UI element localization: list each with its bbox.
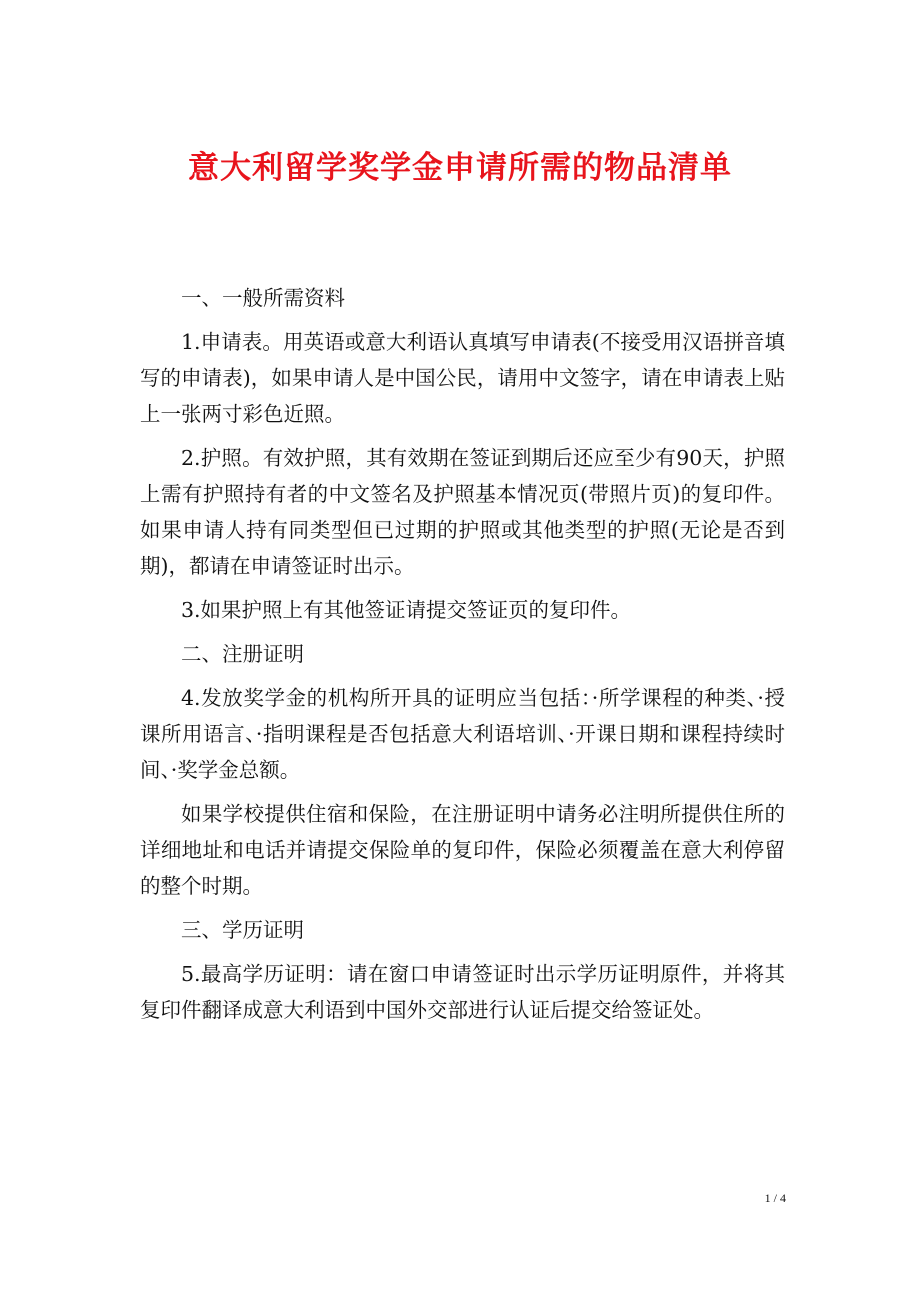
page-number: 1 / 4 xyxy=(764,1191,786,1205)
paragraph-accommodation-insurance: 如果学校提供住宿和保险，在注册证明中请务必注明所提供住所的详细地址和电话并请提交保险单的复印件，保险必须覆盖在意大利停留的整个时期。 xyxy=(140,802,785,898)
document-body xyxy=(140,280,785,1036)
paragraph-passport: 2.护照。有效护照，其有效期在签证到期后还应至少有90天，护照上需有护照持有者的中文签名及护照基本情况页(带照片页)的复印件。如果申请人持有同类型但已过期的护照或其他类型的护照(无论是否到期)，都请在申请签证时出示。 xyxy=(140,446,785,578)
section-heading-education: 三、学历证明 xyxy=(181,918,304,942)
paragraph-other-visas: 3.如果护照上有其他签证请提交签证页的复印件。 xyxy=(181,598,632,622)
paragraph-application-form: 1.申请表。用英语或意大利语认真填写申请表(不接受用汉语拼音填写的申请表)，如果申请人是中国公民，请用中文签字，请在申请表上贴上一张两寸彩色近照。 xyxy=(140,330,785,426)
section-heading-general: 一、一般所需资料 xyxy=(181,286,345,310)
paragraph-education-certificate: 5.最高学历证明：请在窗口申请签证时出示学历证明原件，并将其复印件翻译成意大利语到中国外交部进行认证后提交给签证处。 xyxy=(140,962,785,1022)
section-heading-registration: 二、注册证明 xyxy=(181,642,304,666)
document-title: 意大利留学奖学金申请所需的物品清单 xyxy=(188,150,732,186)
paragraph-scholarship-certificate: 4.发放奖学金的机构所开具的证明应当包括：·所学课程的种类、·授课所用语言、·指明课程是否包括意大利语培训、·开课日期和课程持续时间、·奖学金总额。 xyxy=(140,686,785,782)
